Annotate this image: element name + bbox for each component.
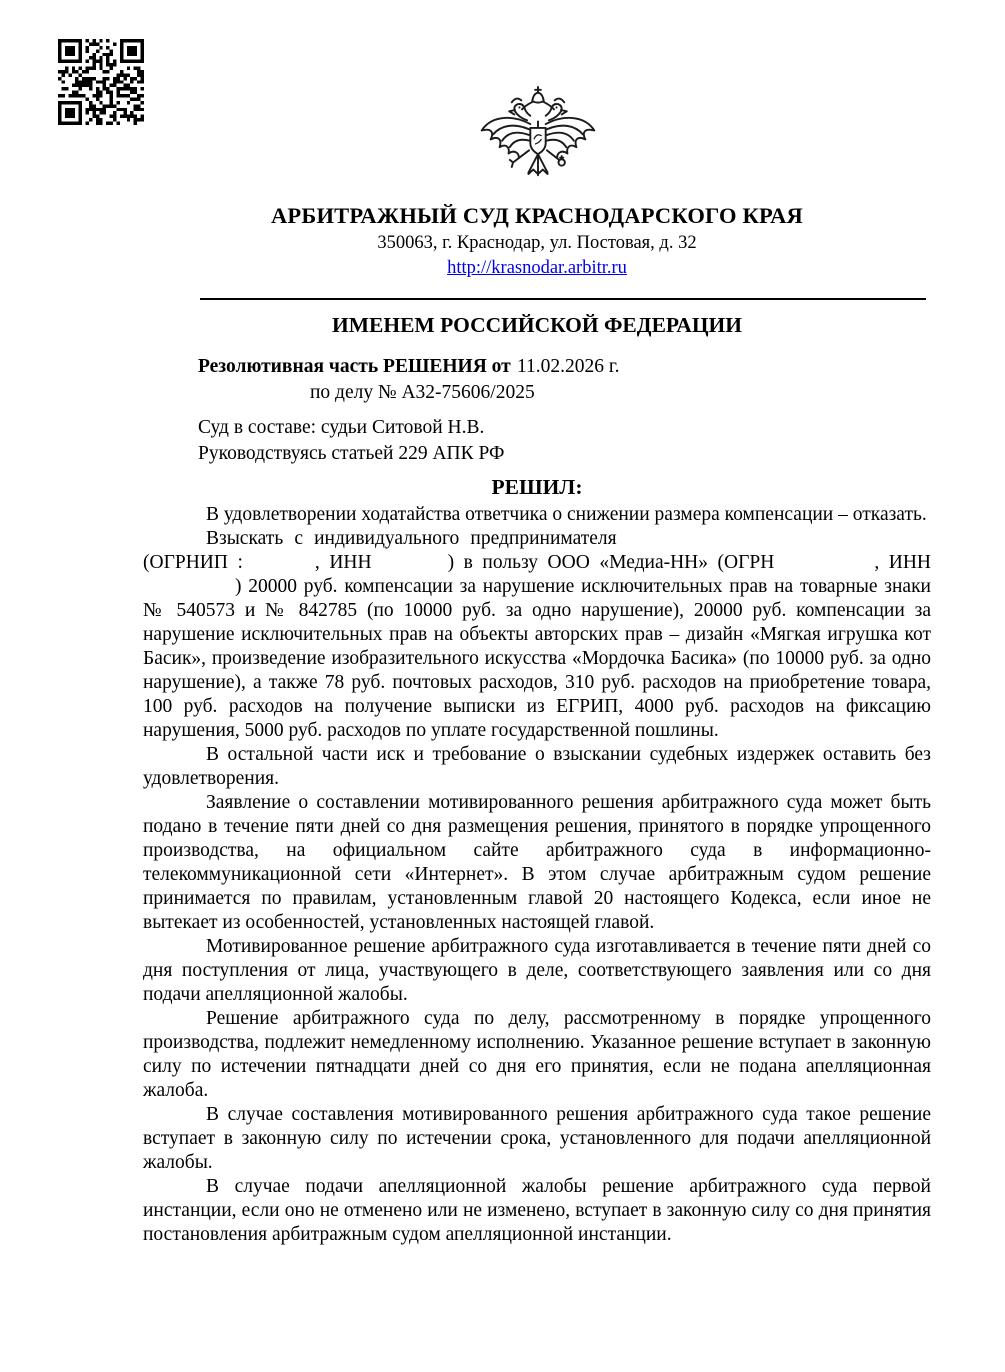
decision-paragraph: Мотивированное решение арбитражного суда изготавливается в течение пяти дней со дня поступления от лица, участвующего в деле, соответствующего заявления или со дня подачи апелляционной жалобы.: [143, 936, 931, 1005]
decision-main: [143, 312, 931, 1247]
court-header: [143, 203, 931, 281]
double-headed-eagle-icon: [474, 82, 602, 202]
court-website-link[interactable]: http://krasnodar.arbitr.ru: [447, 258, 627, 278]
document-title: ИМЕНЕМ РОССИЙСКОЙ ФЕДЕРАЦИИ: [331, 313, 742, 337]
decision-paragraph: Взыскать с индивидуального предпринимателя: [206, 528, 617, 549]
case-number-line: по делу № А32-75606/2025: [310, 382, 535, 403]
court-name: АРБИТРАЖНЫЙ СУД КРАСНОДАРСКОГО КРАЯ: [270, 203, 803, 228]
decision-paragraph: В остальной части иск и требование о взыскании судебных издержек оставить без удовлетворения.: [143, 744, 931, 789]
decision-paragraphs: [143, 503, 931, 1247]
header-divider: [200, 298, 926, 300]
qr-code: [58, 39, 144, 125]
qr-code-image: [58, 39, 144, 125]
redacted-blank: [774, 566, 874, 568]
redacted-blank: [372, 566, 448, 568]
decision-paragraph: (ОГРНИП : , ИНН ) в пользу ООО «Медиа-НН» (ОГРН , ИНН) 20000 руб. компенсации за нарушение исключительных прав на товарные знаки № 540573 и № 842785 (по 10000 руб. за одно нарушение), 20000 руб. компенсации за нарушение исключительных прав на объекты авторских прав – дизайн «Мягкая игрушка кот Басик», произведение изобразительного искусства «Мордочка Басика» (по 10000 руб. за одно нарушение), а также 78 руб. почтовых расходов, 310 руб. расходов на приобретение товара, 100 руб. расходов на получение выписки из ЕГРИП, 4000 руб. расходов на фиксацию нарушения, 5000 руб. расходов по уплате государственной пошлины.: [143, 552, 932, 741]
resolution-label: Резолютивная часть РЕШЕНИЯ от: [198, 356, 511, 377]
court-address: 350063, г. Краснодар, ул. Постовая, д. 32: [377, 233, 697, 253]
decision-paragraph: В удовлетворении ходатайства ответчика о снижении размера компенсации – отказать.: [206, 504, 927, 525]
coat-of-arms-emblem: [474, 82, 602, 202]
resolution-line: [198, 354, 931, 380]
redacted-blank: [243, 566, 315, 568]
decision-paragraph: Решение арбитражного суда по делу, рассмотренному в порядке упрощенного производства, подлежит немедленному исполнению. Указанное решение вступает в законную силу по истечении пятнадцати дней со дня его принятия, если не подана апелляционная жалоба.: [143, 1008, 931, 1101]
decision-paragraph: В случае подачи апелляционной жалобы решение арбитражного суда первой инстанции, если оно не отменено или не изменено, вступает в законную силу со дня принятия постановления арбитражным судом апелляционной инстанции.: [143, 1176, 931, 1245]
decision-paragraph: Заявление о составлении мотивированного решения арбитражного суда может быть подано в течение пяти дней со дня размещения решения, принятого в порядке упрощенного производства, на официальном сайте арбитражного суда в информационно-телекоммуникационной сети «Интернет». В этом случае арбитражным судом решение принимается по правилам, установленным главой 20 настоящего Кодекса, если иное не вытекает из особенностей, установленных настоящей главой.: [143, 792, 931, 933]
redacted-blank: [143, 590, 235, 592]
resolution-date: 11.02.2026 г.: [516, 356, 620, 377]
court-composition-line: Суд в составе: судьи Ситовой Н.В.: [198, 417, 485, 438]
decision-paragraph: В случае составления мотивированного решения арбитражного суда такое решение вступает в законную силу по истечении срока, установленного для подачи апелляционной жалобы.: [143, 1104, 931, 1173]
decided-heading: РЕШИЛ:: [491, 475, 583, 499]
guided-by-line: Руководствуясь статьей 229 АПК РФ: [198, 443, 505, 464]
